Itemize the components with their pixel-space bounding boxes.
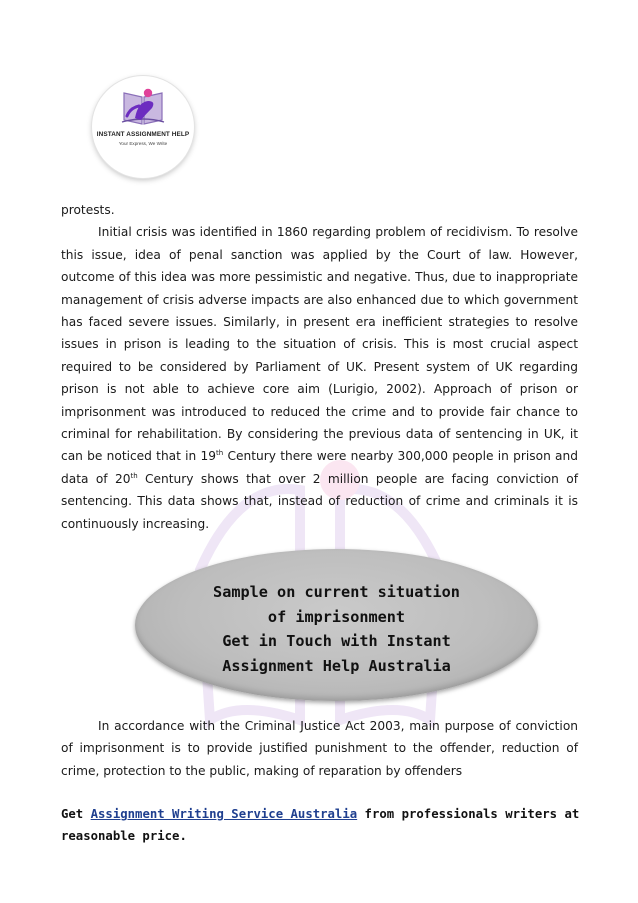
- paragraph-text: Century shows that over 2 million people are facing conviction of sentencing. This data shows that, instead of reduction of crime and criminals it is continuously increasing.: [61, 471, 578, 531]
- promo-banner[interactable]: [135, 549, 538, 701]
- footer-cta: [61, 803, 581, 847]
- body-text-top: [61, 199, 578, 535]
- body-text-bottom: [61, 715, 578, 782]
- paragraph-fragment: protests.: [61, 203, 115, 217]
- banner-text: [135, 580, 538, 678]
- paragraph-text: Century there were nearby 300,000 people in prison and data of 20: [61, 449, 578, 486]
- logo-tagline: Your Express, We Write: [118, 141, 168, 146]
- banner-line: Sample on current situation: [213, 583, 460, 601]
- logo-title: INSTANT ASSIGNMENT HELP: [96, 131, 190, 138]
- paragraph-crisis: [61, 221, 578, 535]
- banner-line: of imprisonment: [267, 607, 406, 626]
- assignment-service-link[interactable]: Assignment Writing Service Australia: [90, 807, 358, 821]
- footer-suffix: from professionals writers at reasonable price.: [61, 807, 580, 843]
- superscript: th: [216, 449, 224, 458]
- superscript: th: [130, 471, 138, 480]
- paragraph-criminal-justice: In accordance with the Criminal Justice Act 2003, main purpose of conviction of imprisonment is to provide justified punishment to the offender, reduction of crime, protection to the public, making of reparation by offenders: [61, 719, 578, 778]
- logo-emblem-icon: [92, 76, 194, 178]
- banner-line: Assignment Help Australia: [222, 656, 451, 675]
- brand-logo: [92, 76, 194, 178]
- footer-prefix: Get: [61, 807, 91, 821]
- paragraph-text: Initial crisis was identified in 1860 regarding problem of recidivism. To resolve this issue, idea of penal sanction was applied by the Court of law. However, outcome of this idea was more pessimistic and negative. Thus, due to inappropriate management of crisis adverse impacts are also enhanced due to which government has faced severe issues. Similarly, in present era inefficient strategies to resolve issues in prison is leading to the situation of crisis. This is most crucial aspect required to be considered by Parliament of UK. Present system of UK regarding prison is not able to achieve core aim (Lurigio, 2002). Approach of prison or imprisonment was introduced to reduced the crime and to provide fair chance to criminal for rehabilitation. By considering the previous data of sentencing in UK, it can be noticed that in 19: [61, 225, 578, 464]
- banner-line: Get in Touch with Instant: [222, 632, 451, 651]
